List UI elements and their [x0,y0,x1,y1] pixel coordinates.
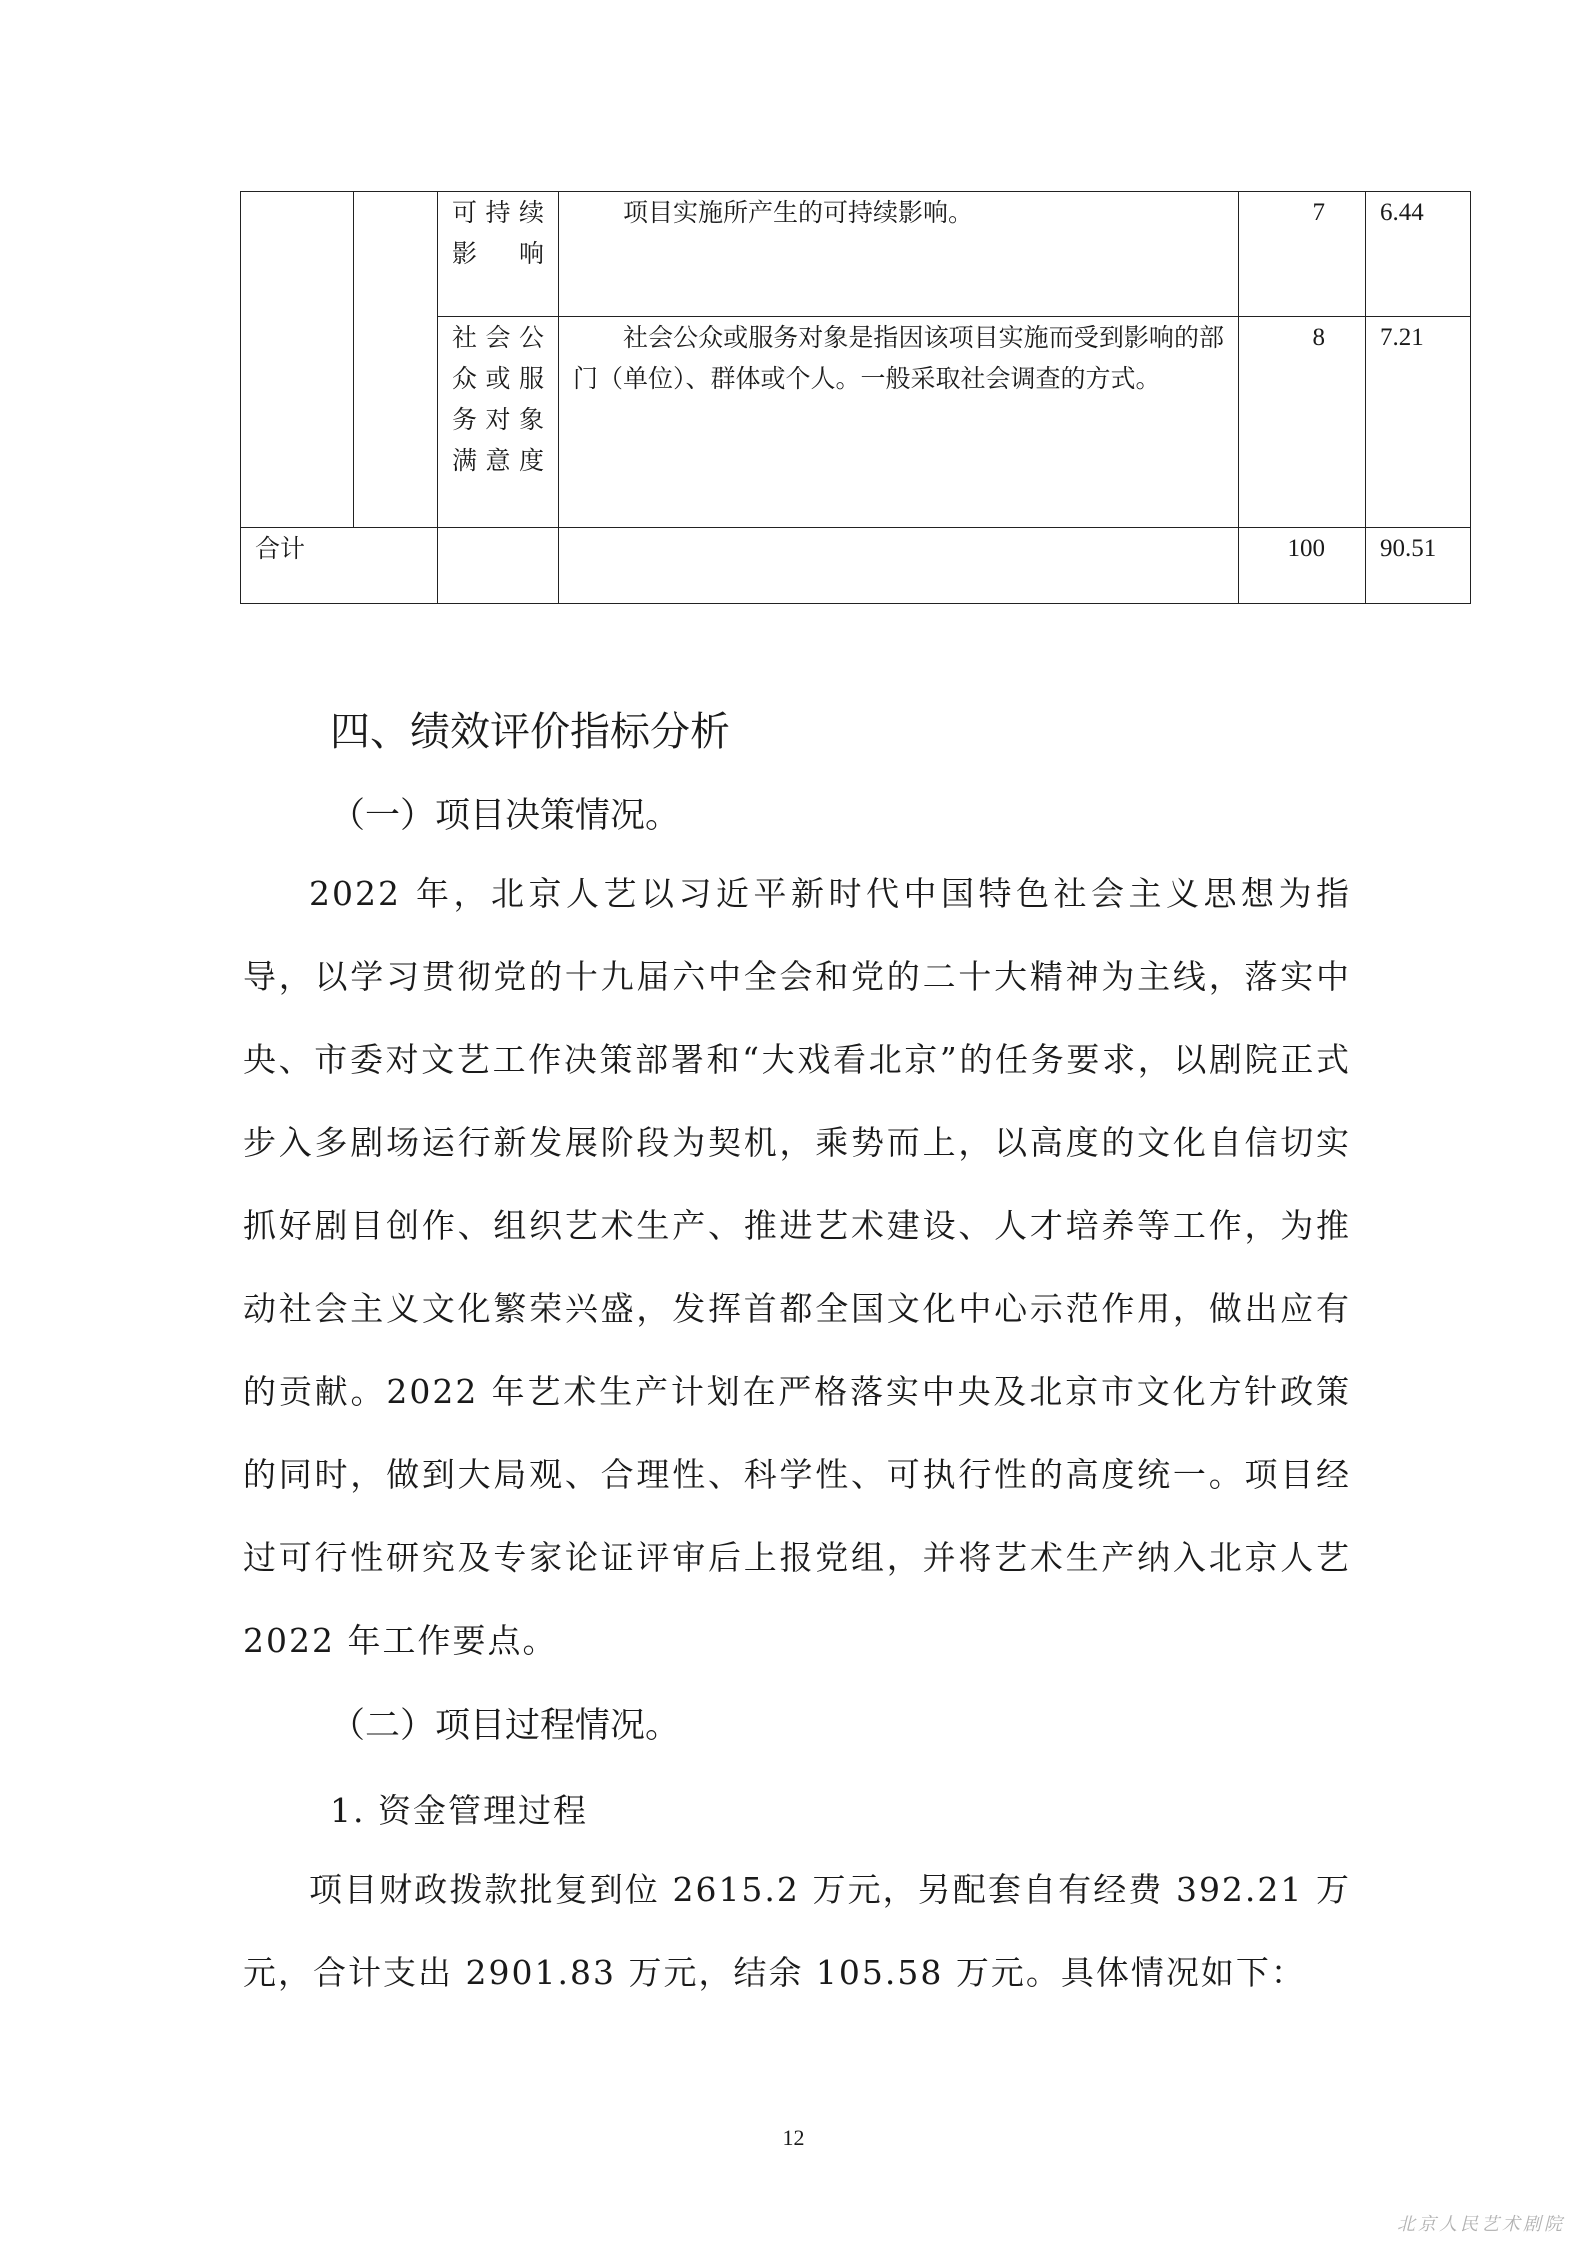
table-cell-empty [354,192,438,528]
table-row [241,192,1471,317]
evaluation-table [240,191,1471,604]
body-paragraph: 项目财政拨款批复到位 2615.2 万元，另配套自有经费 392.21 万元，合计支出 2901.83 万元，结余 105.58 万元。具体情况如下： [243,1870,1351,1992]
body-paragraph: 2022 年，北京人艺以习近平新时代中国特色社会主义思想为指导，以学习贯彻党的十九届六中全会和党的二十大精神为主线，落实中央、市委对文艺工作决策部署和“大戏看北京”的任务要求，以剧院正式步入多剧场运行新发展阶段为契机，乘势而上，以高度的文化自信切实抓好剧目创作、组织艺术生产、推进艺术建设、人才培养等工作，为推动社会主义文化繁荣兴盛，发挥首都全国文化中心示范作用，做出应有的贡献。2022 年艺术生产计划在严格落实中央及北京市文化方针政策的同时，做到大局观、合理性、科学性、可执行性的高度统一。项目经过可行性研究及专家论证评审后上报党组，并将艺术生产纳入北京人艺 2022 年工作要点。 [243,874,1351,1660]
total-label: 合计 [241,528,438,604]
item-heading: 1. 资金管理过程 [330,1791,588,1830]
subsection-heading: （二）项目过程情况。 [330,1706,681,1746]
table-cell-empty [438,528,559,604]
table-cell-empty [241,192,354,528]
subsection-heading: （一）项目决策情况。 [330,796,681,836]
indicator-score: 7.21 [1366,317,1471,528]
watermark-logo: 北京人民艺术剧院 [1397,2214,1565,2235]
indicator-weight: 7 [1239,192,1366,317]
section-heading: 四、绩效评价指标分析 [330,709,730,755]
table-total-row [241,528,1471,604]
indicator-description: 社会公众或服务对象是指因该项目实施而受到影响的部门（单位）、群体或个人。一般采取社会调查的方式。 [559,317,1239,528]
indicator-name: 社会公众或服务对象满意度 [438,317,559,528]
total-score: 90.51 [1366,528,1471,604]
total-weight: 100 [1239,528,1366,604]
indicator-name: 可持续影响 [438,192,559,317]
indicator-description: 项目实施所产生的可持续影响。 [559,192,1239,317]
indicator-weight: 8 [1239,317,1366,528]
indicator-score: 6.44 [1366,192,1471,317]
table-cell-empty [559,528,1239,604]
page-number: 12 [782,2125,805,2150]
